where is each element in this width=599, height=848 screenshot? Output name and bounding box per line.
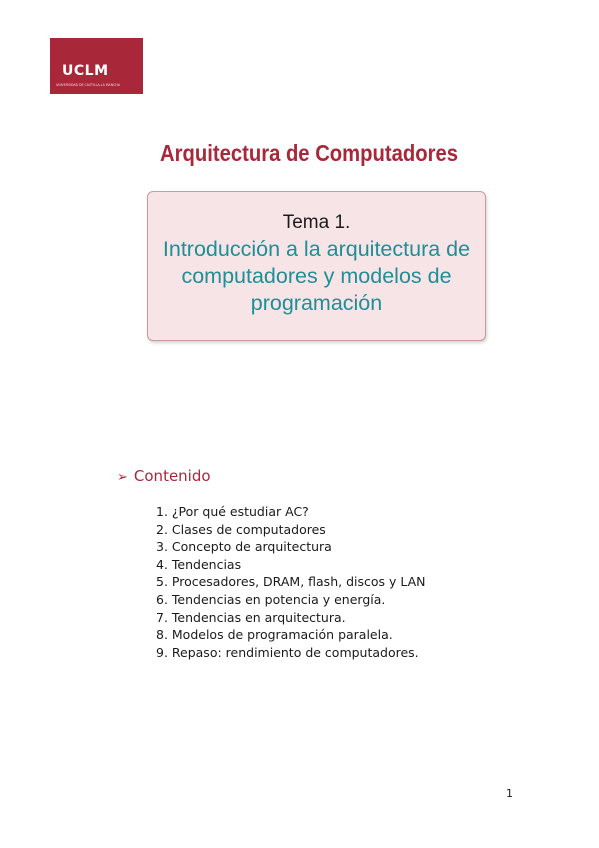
tema-box	[147, 191, 486, 341]
list-item: 2. Clases de computadores	[156, 521, 326, 537]
logo-subtext: UNIVERSIDAD DE CASTILLA-LA MANCHA	[56, 83, 120, 87]
list-item: 9. Repaso: rendimiento de computadores.	[156, 644, 419, 660]
list-item: 1. ¿Por qué estudiar AC?	[156, 504, 309, 519]
arrow-bullet-icon: ➢	[117, 470, 128, 485]
document-title: Arquitectura de Computadores	[159, 140, 459, 166]
logo-text: UCLM	[62, 63, 109, 79]
tema-title: Introducción a la arquitectura de computadores y modelos de programación	[162, 237, 471, 315]
list-item: 6. Tendencias en potencia y energía.	[156, 591, 386, 607]
list-item: 4. Tendencias	[156, 556, 242, 572]
list-item: 5. Procesadores, DRAM, flash, discos y LAN	[156, 574, 426, 590]
uclm-logo	[50, 38, 143, 94]
tema-number: Tema 1.	[282, 212, 351, 233]
contents-heading-label: Contenido	[133, 467, 211, 485]
list-item: 7. Tendencias en arquitectura.	[156, 609, 346, 625]
contents-heading	[117, 467, 211, 487]
contents-list	[156, 503, 426, 661]
list-item: 8. Modelos de programación paralela.	[156, 627, 393, 643]
list-item: 3. Concepto de arquitectura	[156, 539, 332, 555]
page-number: 1	[506, 787, 513, 800]
